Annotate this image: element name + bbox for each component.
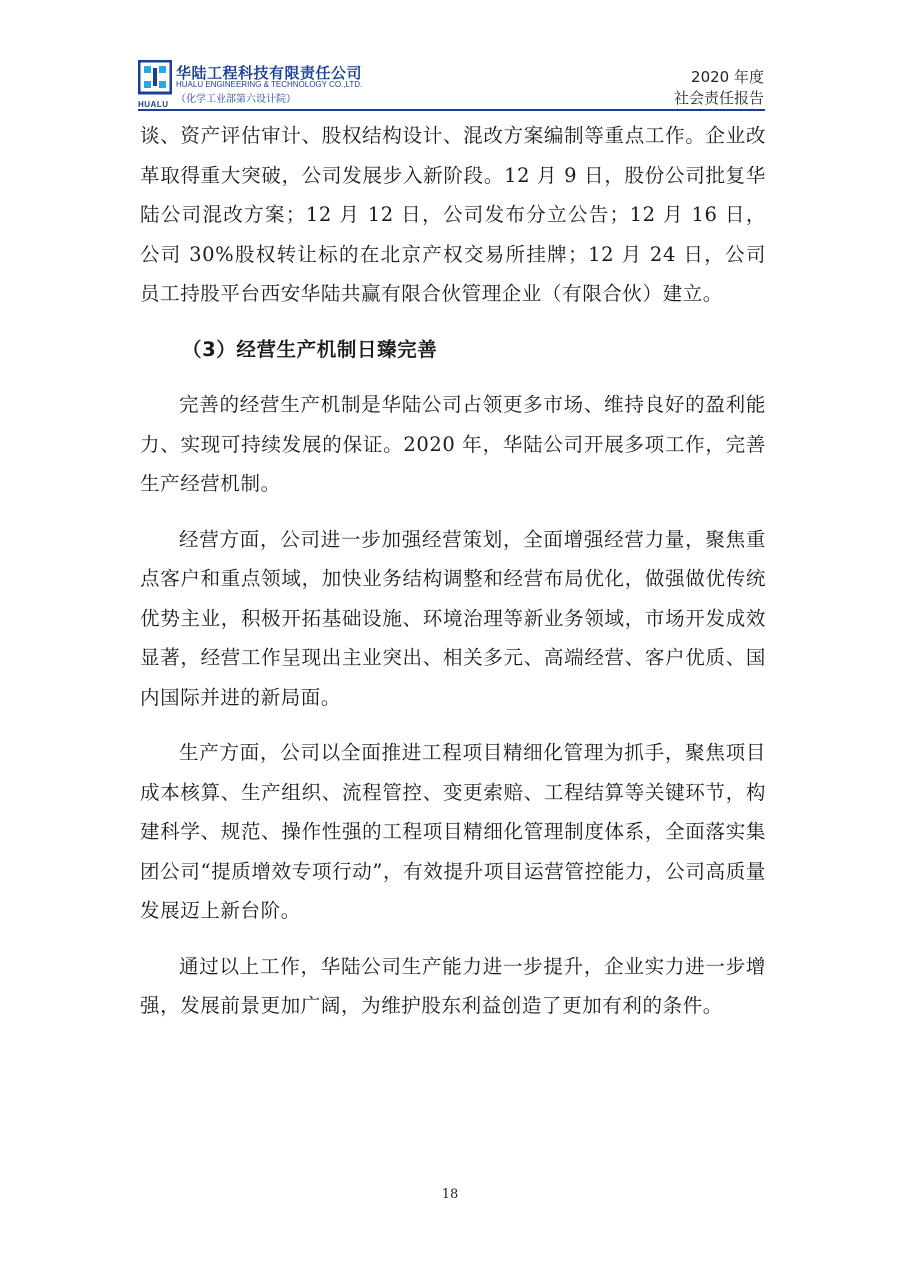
company-name-en: HUALU ENGINEERING & TECHNOLOGY CO.,LTD.	[176, 80, 363, 89]
header-divider	[138, 109, 765, 111]
report-year: 2020 年度	[691, 68, 764, 86]
section-heading: （3）经营生产机制日臻完善	[182, 337, 438, 361]
spacer	[140, 369, 766, 385]
paragraph-conclusion: 通过以上工作，华陆公司生产能力进一步提升，企业实力进一步增强，发展前景更加广阔，为维护股东利益创造了更加有利的条件。	[140, 954, 766, 1017]
document-body	[140, 116, 766, 1026]
spacer	[140, 314, 766, 330]
spacer	[140, 504, 766, 520]
hualu-logo-icon	[138, 60, 172, 100]
report-title: 社会责任报告	[673, 89, 764, 107]
paragraph-reform-progress: 谈、资产评估审计、股权结构设计、混改方案编制等重点工作。企业改革取得重大突破，公司发展步入新阶段。12 月 9 日，股份公司批复华陆公司混改方案；12 月 12 日，公司发布分立公告；12 月 16 日，公司 30%股权转让标的在北京产权交易所挂牌；12 月 24 日，公司员工持股平台西安华陆共赢有限合伙管理企业（有限合伙）建立。	[140, 124, 766, 305]
company-name-cn: 华陆工程科技有限责任公司	[176, 64, 363, 82]
page-number: 18	[441, 1187, 459, 1202]
paragraph-operations: 经营方面，公司进一步加强经营策划，全面增强经营力量，聚焦重点客户和重点领域，加快业务结构调整和经营布局优化，做强做优传统优势主业，积极开拓基础设施、环境治理等新业务领域，市场开发成效显著，经营工作呈现出主业突出、相关多元、高端经营、客户优质、国内国际并进的新局面。	[140, 527, 766, 709]
page-header	[0, 0, 900, 110]
spacer	[140, 717, 766, 733]
company-subtitle: （化学工业部第六设计院）	[176, 94, 296, 105]
spacer	[140, 931, 766, 947]
paragraph-mechanism-intro: 完善的经营生产机制是华陆公司占领更多市场、维持良好的盈利能力、实现可持续发展的保证。2020 年，华陆公司开展多项工作，完善生产经营机制。	[140, 393, 766, 495]
paragraph-production: 生产方面，公司以全面推进工程项目精细化管理为抓手，聚焦项目成本核算、生产组织、流程管控、变更索赔、工程结算等关键环节，构建科学、规范、操作性强的工程项目精细化管理制度体系，全面落实集团公司“提质增效专项行动”，有效提升项目运营管控能力，公司高质量发展迈上新台阶。	[140, 741, 766, 922]
brand-wordmark: HUALU	[138, 100, 169, 109]
